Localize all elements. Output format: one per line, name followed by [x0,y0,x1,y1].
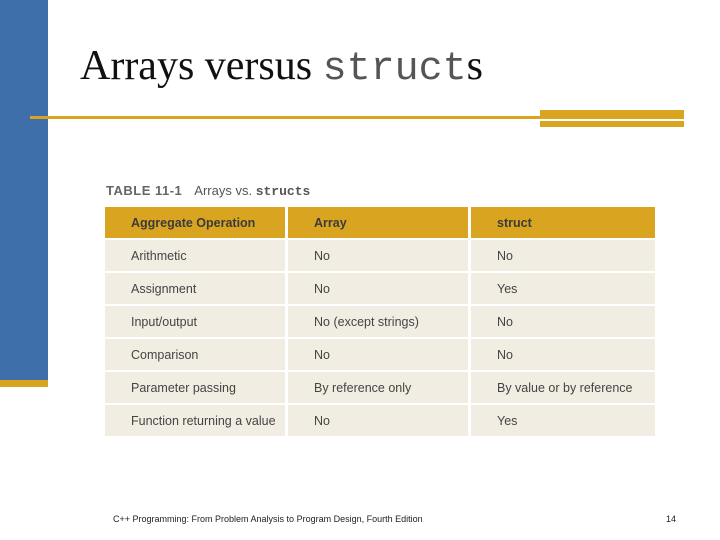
table-row [105,306,655,339]
column-header-array: Array [288,207,471,240]
table-cell: No (except strings) [288,306,471,339]
comparison-table [105,207,655,438]
table-row [105,405,655,438]
table-cell: Assignment [105,273,288,306]
table-cell: No [471,306,655,339]
table-cell: Yes [471,405,655,438]
table-row [105,339,655,372]
page-number: 14 [666,514,677,524]
table-cell: Input/output [105,306,288,339]
table-header-row [105,207,655,240]
table-cell: No [471,339,655,372]
table-cell: No [288,273,471,306]
slide-title-code: struct [322,47,467,92]
slide-title [80,40,483,96]
table-cell: No [288,339,471,372]
title-underline-accent-gap [540,119,684,121]
slide-footer: C++ Programming: From Problem Analysis to Program Design, Fourth Edition [113,514,423,524]
table-cell: No [288,240,471,273]
table-caption-number: TABLE 11-1 [106,183,183,198]
table-row [105,372,655,405]
table-cell: Function returning a value [105,405,288,438]
table-cell: No [288,405,471,438]
left-sidebar-accent [0,380,48,387]
table-cell: Parameter passing [105,372,288,405]
title-underline [30,116,540,119]
table-cell: Comparison [105,339,288,372]
table-cell: By value or by reference [471,372,655,405]
column-header-struct: struct [471,207,655,240]
left-sidebar-bar [0,0,48,380]
table-caption [106,183,310,199]
table-caption-code: structs [255,184,311,199]
table-cell: No [471,240,655,273]
table-row [105,273,655,306]
slide-title-text: Arrays versus [80,43,323,89]
slide-title-suffix: s [466,43,483,89]
table-cell: Yes [471,273,655,306]
column-header-operation: Aggregate Operation [105,207,288,240]
table-row [105,240,655,273]
table-cell: Arithmetic [105,240,288,273]
table-cell: By reference only [288,372,471,405]
table-caption-text: Arrays vs. [194,183,256,198]
